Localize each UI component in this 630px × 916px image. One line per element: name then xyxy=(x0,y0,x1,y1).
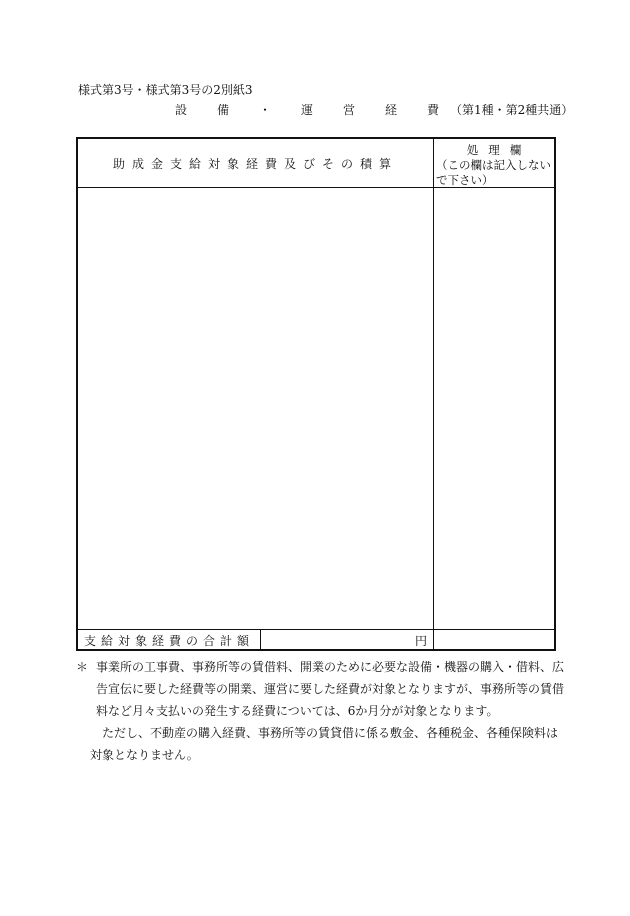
document-title xyxy=(175,102,573,118)
footnote-paragraph-1-text: 事業所の工事費、事務所等の賃借料、開業のために必要な設備・機器の購入・借料、広告宣伝に要した経費等の開業、運営に要した経費が対象となりますが、事務所等の賃借料など月々支払いの発生する経費については、6か月分が対象となります。 xyxy=(96,660,565,718)
asterisk-mark: ＊ xyxy=(76,660,89,674)
processing-column-label: 処理欄 xyxy=(466,143,532,157)
yen-unit: 円 xyxy=(414,634,427,648)
total-label: 支給対象経費の合計額 xyxy=(83,634,254,648)
processing-field xyxy=(434,188,554,629)
footnote-paragraph-2: ただし、不動産の購入経費、事務所等の賃貸借に係る敷金、各種税金、各種保険料は対象となりません。 xyxy=(90,726,559,762)
processing-column-note: （この欄は記入しないで下さい） xyxy=(436,158,551,187)
expense-table xyxy=(76,137,556,651)
footnote-paragraph-1 xyxy=(78,656,568,722)
form-number: 様式第3号・様式第3号の2別紙3 xyxy=(78,83,253,97)
expense-column-header: 助成金支給対象経費及びその積算 xyxy=(112,156,398,171)
document-title-sub: （第1種・第2種共通） xyxy=(450,103,574,117)
document-title-main: 設 備 ・ 運 営 経 費 xyxy=(175,103,449,117)
expense-details-field[interactable] xyxy=(78,188,433,629)
processing-column-header xyxy=(434,143,556,188)
total-processing-cell xyxy=(434,630,554,651)
footnote xyxy=(78,656,568,766)
total-amount-field[interactable] xyxy=(261,630,433,651)
